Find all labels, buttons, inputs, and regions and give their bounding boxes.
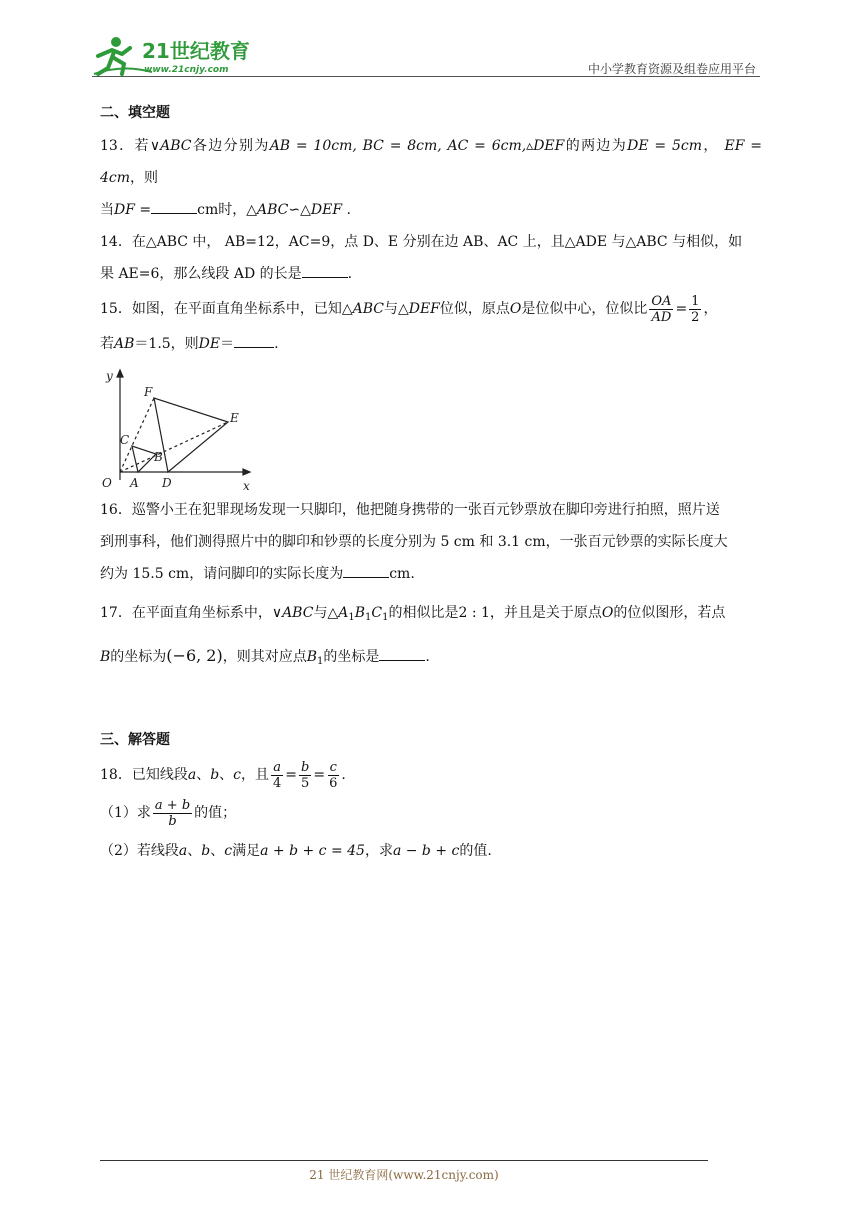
logo: [92, 34, 262, 78]
label-e: E: [230, 411, 239, 425]
answer-blank[interactable]: [234, 333, 274, 348]
label-f: F: [144, 385, 153, 399]
section-title-fill-in: 二、填空题: [100, 105, 170, 121]
q16-line1: 16．巡警小王在犯罪现场发现一只脚印，他把随身携带的一张百元钞票放在脚印旁进行拍照，照片送: [100, 502, 720, 518]
q17-line1: 17．在平面直角坐标系中，∨ABC与$\triangle A_1B_1C_1$的相似比是2 : 1，并且是关于原点O的位似图形，若点: [100, 605, 726, 623]
footer-divider: [100, 1160, 708, 1161]
label-y: y: [106, 369, 113, 383]
q16-line3: 约为 15.5 cm，请问脚印的实际长度为 cm.: [100, 558, 762, 590]
page-footer: 21 世纪教育网(www.21cnjy.com): [309, 1168, 499, 1182]
label-a: A: [130, 476, 139, 490]
fraction-c-6: $\frac{c}{6}$: [329, 759, 338, 791]
label-d: D: [162, 476, 172, 490]
q15-line2: 若AB＝1.5，则DE＝ .: [100, 328, 762, 360]
logo-text: 21世纪教育: [142, 39, 250, 63]
answer-blank[interactable]: [379, 646, 425, 661]
x-axis-arrow: [243, 469, 250, 475]
q14-line1: 14．在△ABC 中， AB=12，AC=9，点 D、E 分别在边 AB、AC 上，且△ADE 与△ABC 与相似，如: [100, 234, 743, 250]
fraction-b-5: $\frac{b}{5}$: [301, 759, 310, 791]
header-divider: [92, 76, 760, 77]
q14-line2: 果 AE=6，那么线段 AD 的长是 .: [100, 258, 762, 290]
q13-line2: 当DF = cm时，△ABC∽△DEF .: [100, 194, 762, 226]
question-15: [100, 290, 762, 490]
q17-line2: B的坐标为(−6, 2)，则其对应点$B_1$的坐标是 .: [100, 646, 430, 667]
question-17: [100, 594, 762, 681]
q13-line1: 13．若∨ABC各边分别为AB = 10cm, BC = 8cm, AC = 6cm,▵DEF的两边为DE = 5cm， EF = 4cm，则: [100, 138, 762, 186]
page-header: [92, 30, 760, 78]
question-13: [100, 130, 762, 226]
fraction-oa-ad: $\frac{OA}{AD}$: [651, 293, 672, 325]
q18-line1: 18．已知线段a、b、c，且 $\frac{a}{4}$ = $\frac{b}{5}$ = $\frac{c}{6}$ .: [100, 759, 346, 791]
label-o: O: [102, 476, 112, 490]
question-16: [100, 494, 762, 590]
similarity-figure: [100, 366, 260, 490]
label-c: C: [120, 433, 130, 447]
platform-tagline: 中小学教育资源及组卷应用平台: [587, 62, 756, 76]
q18-part1: （1）求 $\frac{a + b}{b}$ 的值；: [100, 797, 237, 829]
section-title-solutions: 三、解答题: [100, 732, 170, 748]
label-x: x: [243, 479, 250, 490]
fraction-a-plus-b-over-b: $\frac{a + b}{b}$: [154, 797, 191, 829]
logo-url: www.21cnjy.com: [144, 65, 229, 75]
question-18: [100, 757, 762, 869]
triangle-abc: [132, 446, 156, 472]
fraction-a-4: $\frac{a}{4}$: [273, 759, 282, 791]
fraction-one-half: $\frac{1}{2}$: [691, 293, 700, 325]
q18-part2: （2）若线段a、b、c满足a + b + c = 45，求a − b + c的值.: [100, 843, 492, 859]
triangle-def: [154, 398, 228, 472]
y-axis-arrow: [117, 370, 123, 377]
label-b: B: [154, 450, 163, 464]
question-14: [100, 226, 762, 290]
q16-line2: 到刑事科，他们测得照片中的脚印和钞票的长度分别为 5 cm 和 3.1 cm，一张百元钞票的实际长度大: [100, 534, 728, 550]
answer-blank[interactable]: [343, 563, 389, 578]
answer-blank[interactable]: [302, 263, 348, 278]
answer-blank[interactable]: [151, 199, 197, 214]
document-body: [100, 98, 762, 869]
q15-line1: 15．如图，在平面直角坐标系中，已知△ABC与△DEF位似，原点O是位似中心，位似比 $\frac{OA}{AD}$ = $\frac{1}{2}$ ，: [100, 293, 718, 325]
